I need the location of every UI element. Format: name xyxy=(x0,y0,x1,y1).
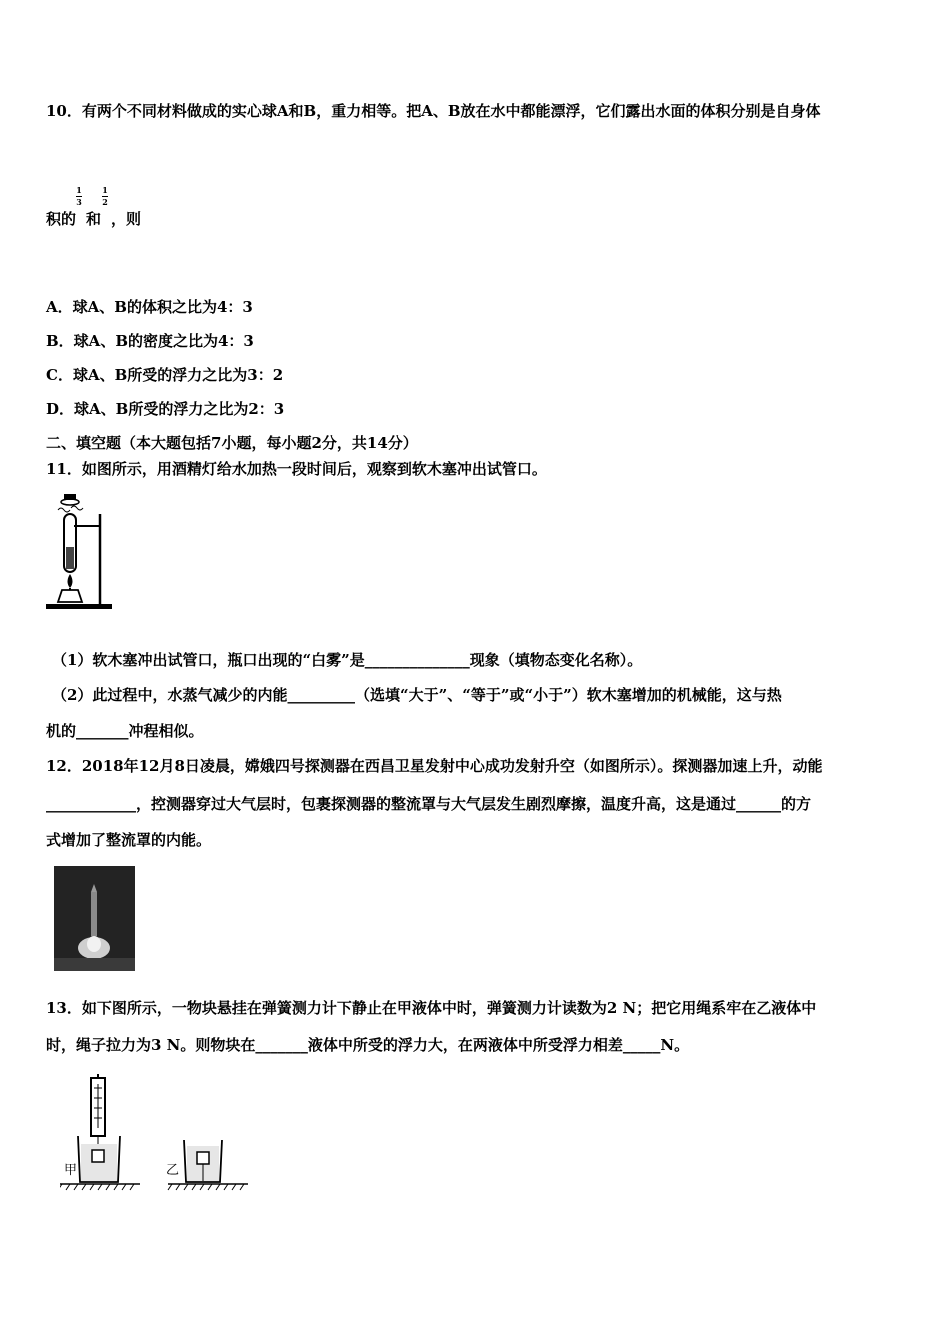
spring-scale-beakers-figure xyxy=(60,1074,250,1192)
q13-line2: 时，绳子拉力为3 N。则物块在_______液体中所受的浮力大，在两液体中所受浮力相差_____N。 xyxy=(46,1036,690,1054)
q10-option-a: A．球A、B的体积之比为4：3 xyxy=(46,298,253,316)
fraction-one-third xyxy=(76,186,82,207)
label-yi: 乙 xyxy=(166,1163,180,1178)
q11-part1: （1）软木塞冲出试管口，瓶口出现的“白雾”是______________现象（填物态变化名称）。 xyxy=(52,651,643,669)
q11-part2-line2: 机的_______冲程相似。 xyxy=(46,722,204,740)
q10-option-c: C．球A、B所受的浮力之比为3：2 xyxy=(46,366,284,384)
frac1-num: 1 xyxy=(76,185,82,195)
q11-stem: 11．如图所示，用酒精灯给水加热一段时间后，观察到软木塞冲出试管口。 xyxy=(46,460,547,478)
frac1-den: 3 xyxy=(76,197,82,207)
q11-part2-line1: （2）此过程中，水蒸气减少的内能_________（选填“大于”、“等于”或“小于”）软木塞增加的机械能，这与热 xyxy=(52,686,782,704)
q10-option-d: D．球A、B所受的浮力之比为2：3 xyxy=(46,400,285,418)
q10-line2-a: 积的 xyxy=(46,210,77,228)
label-jia: 甲 xyxy=(64,1163,78,1178)
q10-line2-c: ，则 xyxy=(111,210,142,228)
q12-line2: ____________，控测器穿过大气层时，包裹探测器的整流罩与大气层发生剧烈摩擦，温度升高，这是通过______的方 xyxy=(46,795,812,813)
fraction-one-half xyxy=(102,186,108,207)
frac2-den: 2 xyxy=(102,197,108,207)
q12-line1: 12．2018年12月8日凌晨，嫦娥四号探测器在西昌卫星发射中心成功发射升空（如图所示）。探测器加速上升，动能 xyxy=(46,757,823,775)
test-tube-heating-figure xyxy=(44,492,124,616)
q10-option-b: B．球A、B的密度之比为4：3 xyxy=(46,332,254,350)
rocket-launch-photo xyxy=(54,866,135,971)
section2-title: 二、填空题（本大题包括7小题，每小题2分，共14分） xyxy=(46,434,418,452)
frac2-num: 1 xyxy=(102,185,108,195)
q13-line1: 13．如下图所示，一物块悬挂在弹簧测力计下静止在甲液体中时，弹簧测力计读数为2 N；把它用绳系牢在乙液体中 xyxy=(46,999,817,1017)
q10-line2-b: 和 xyxy=(86,210,102,228)
q10-line2 xyxy=(46,209,141,229)
q12-line3: 式增加了整流罩的内能。 xyxy=(46,831,212,849)
q10-line1: 10．有两个不同材料做成的实心球A和B，重力相等。把A、B放在水中都能漂浮，它们露出水面的体积分别是自身体 xyxy=(46,102,821,120)
